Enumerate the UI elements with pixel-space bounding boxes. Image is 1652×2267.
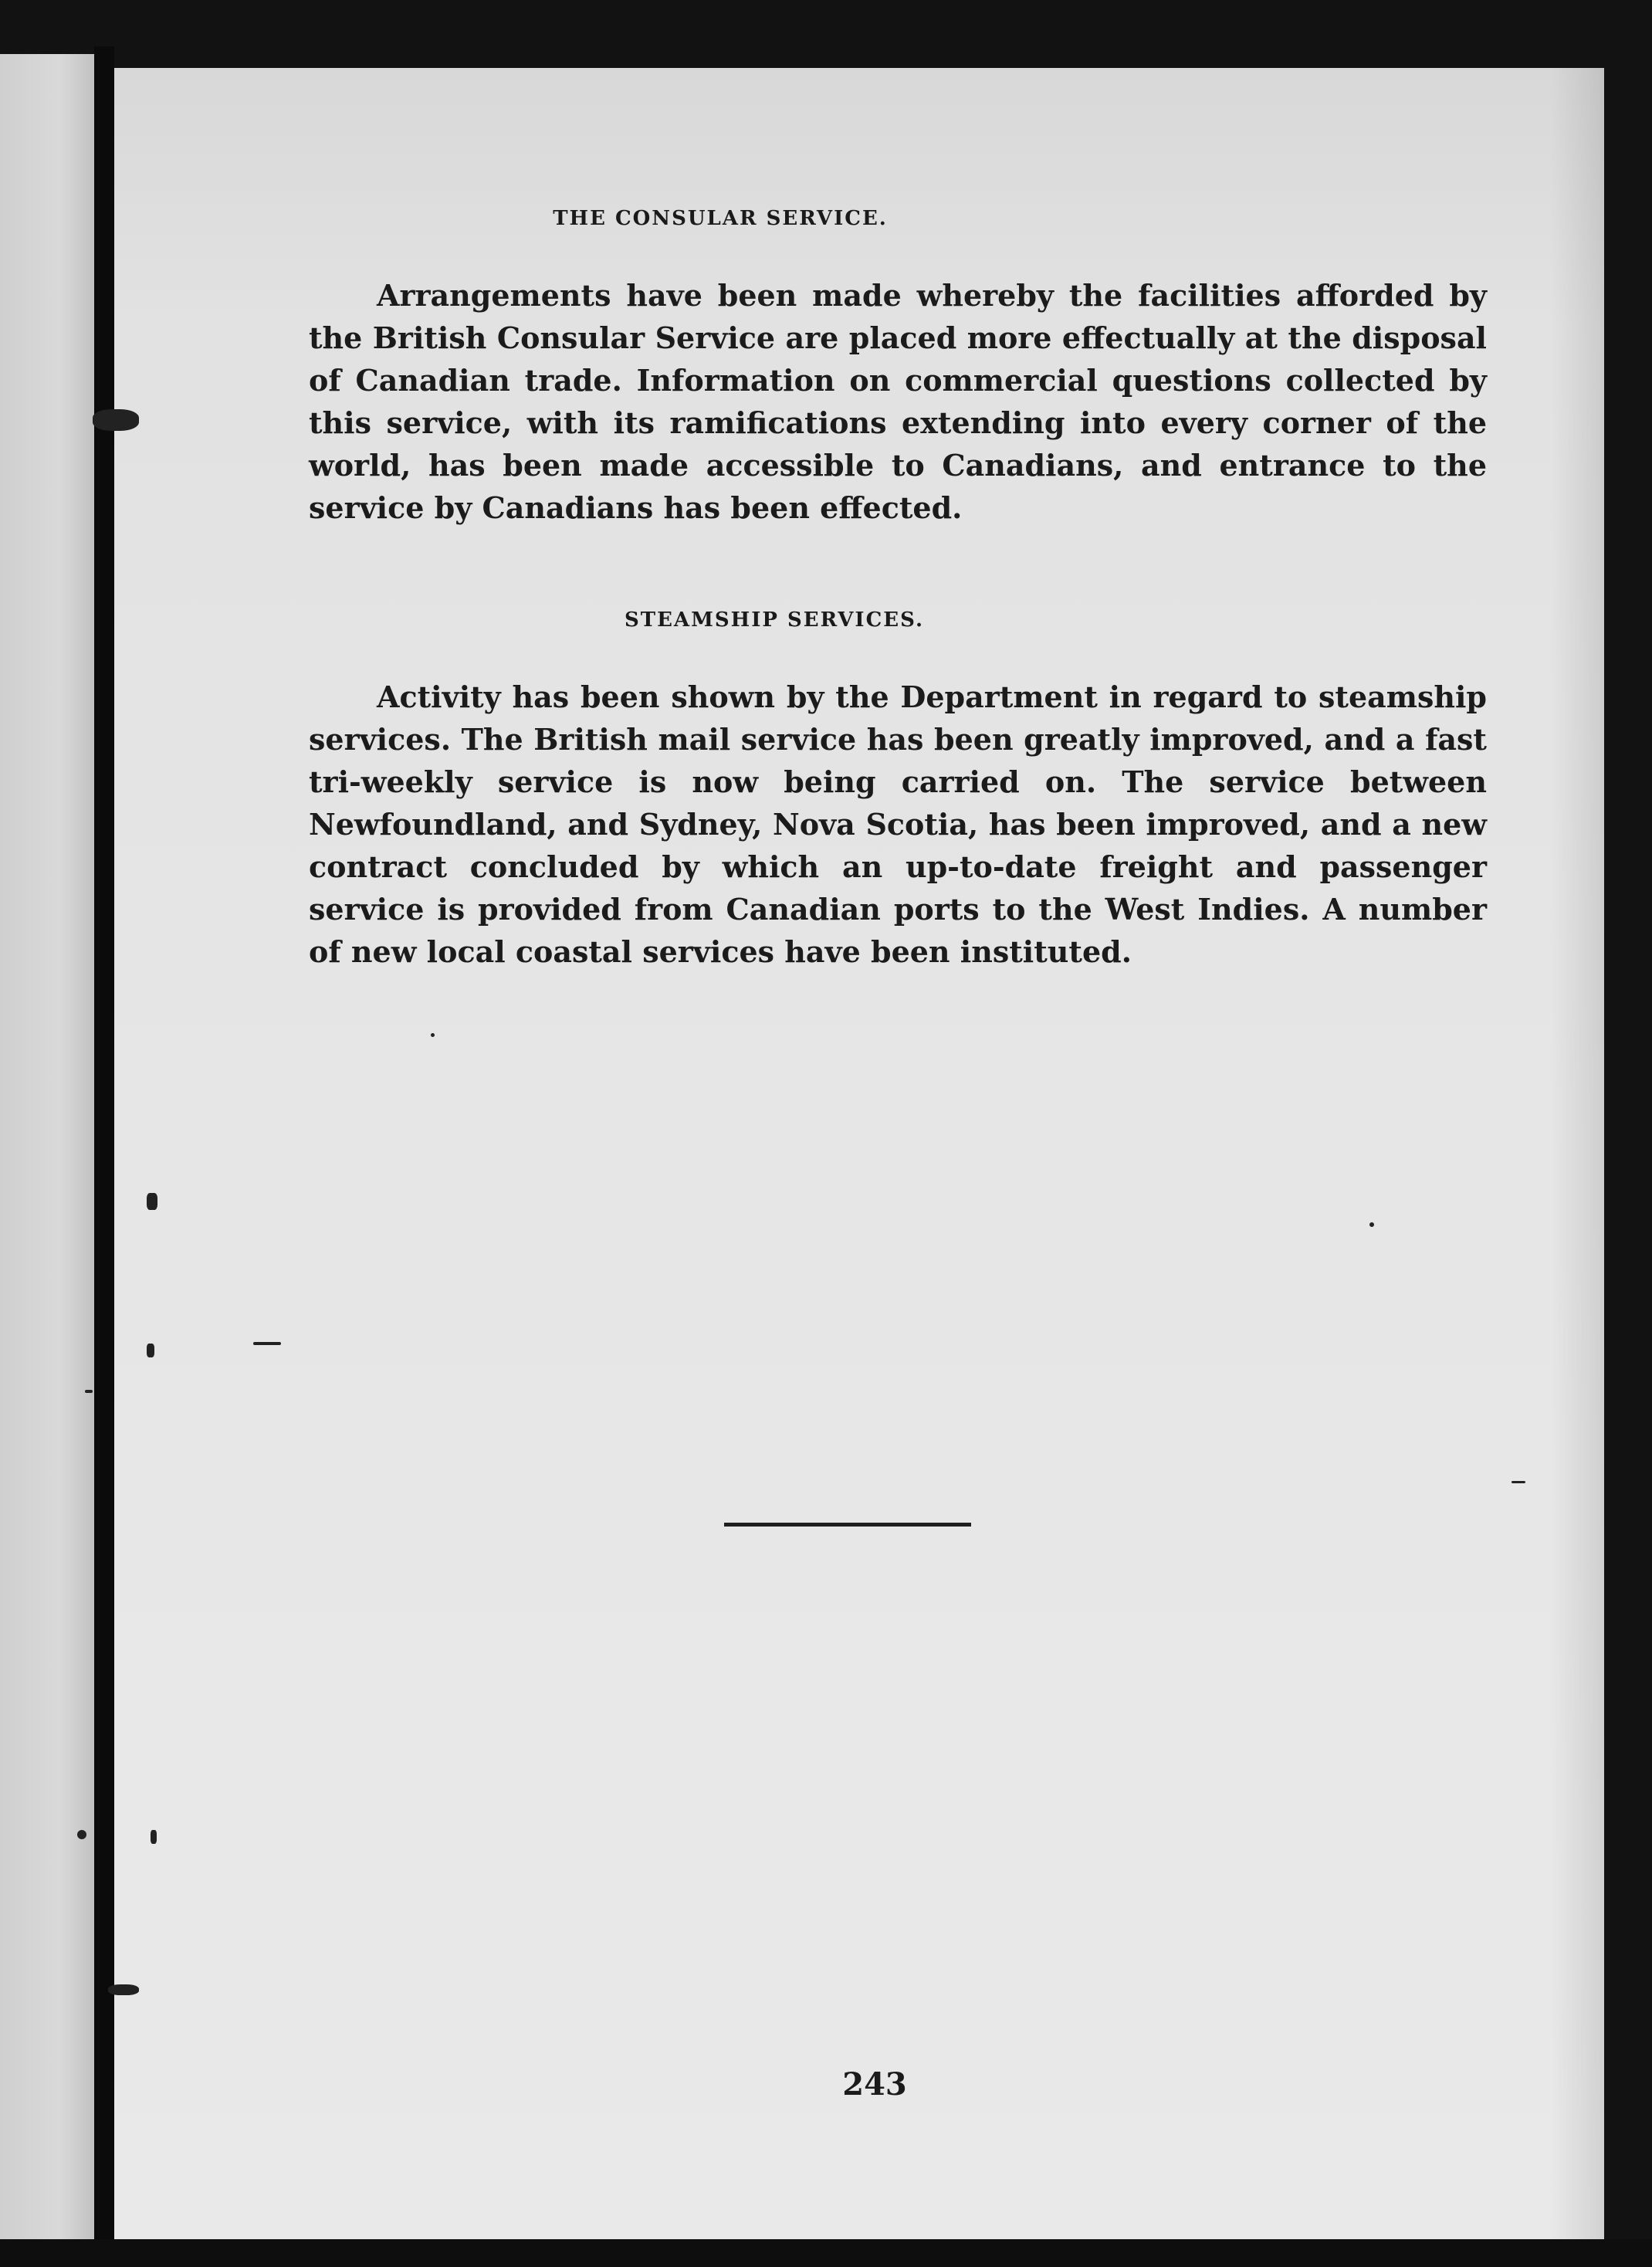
document-page: [114, 68, 1604, 2239]
page-number: 243: [842, 2066, 907, 2103]
scan-bottom-border: [0, 2239, 1652, 2267]
margin-mark: [151, 1830, 157, 1844]
margin-mark: [108, 1984, 139, 1995]
scan-speck: [431, 1033, 435, 1037]
page-edge-shadow: [1550, 68, 1604, 2239]
margin-mark: [147, 1344, 154, 1357]
closing-rule: [724, 1523, 971, 1527]
scan-speck: [253, 1342, 281, 1345]
margin-mark: [147, 1193, 157, 1210]
margin-mark: [77, 1830, 86, 1839]
paragraph-steamship-services: Activity has been shown by the Department in regard to steamship services. The British mail service has been greatly improved, and a fast tri-weekly service is now being carried on. The service between Newfoundland, and Sydney, Nova Scotia, has been improved, and a new contract concluded by which an up-to-date freight and passenger service is provided from Canadian ports to the West Indies. A number of new local coastal services have been instituted.: [309, 679, 1487, 969]
scan-speck: [1369, 1222, 1374, 1227]
paragraph-consular-service: Arrangements have been made whereby the facilities afforded by the British Consular Service are placed more effectually at the disposal of Canadian trade. Information on commercial questions collected by this service, with its ramifications extending into every corner of the world, has been made accessible to Canadians, and entrance to the service by Canadians has been effected.: [309, 278, 1487, 525]
book-spine-shadow: [94, 46, 114, 2255]
margin-mark: [93, 409, 139, 431]
margin-mark: [85, 1390, 93, 1393]
section-heading-steamship-services: STEAMSHIP SERVICES.: [624, 608, 925, 632]
scan-speck: [1512, 1481, 1525, 1483]
section-heading-consular-service: THE CONSULAR SERVICE.: [553, 207, 888, 230]
adjacent-page-edge: [0, 54, 100, 2239]
